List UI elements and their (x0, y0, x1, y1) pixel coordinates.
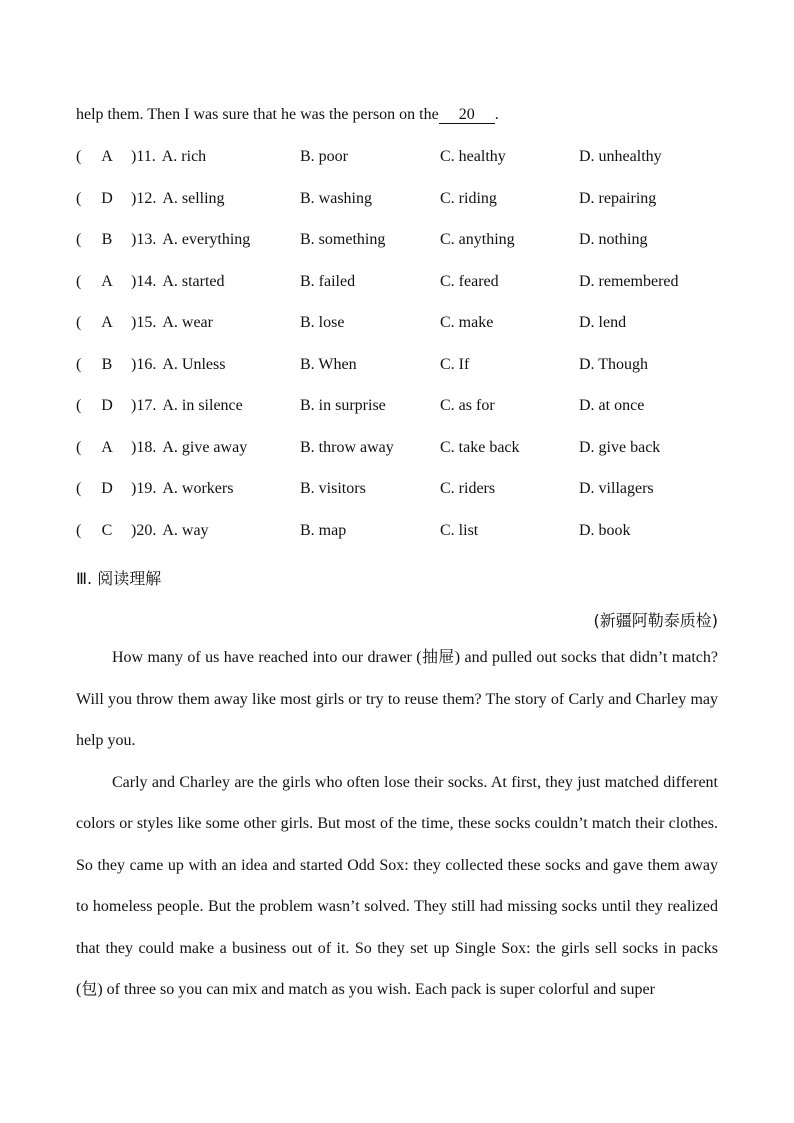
question-number-and-option-a: )20. A. way (131, 522, 209, 539)
option-c: C. feared (440, 273, 499, 290)
option-d: D. at once (579, 397, 645, 414)
option-a: A. selling (162, 190, 225, 207)
option-b: B. map (300, 522, 347, 539)
option-c: C. anything (440, 231, 515, 248)
option-d: D. Though (579, 356, 649, 373)
question-number-and-option-a: )18. A. give away (131, 439, 248, 456)
answer-letter: B (101, 356, 113, 373)
option-a: A. rich (161, 148, 207, 165)
answer-paren-open: ( (76, 480, 82, 497)
answer-paren-open: ( (76, 356, 82, 373)
option-a: A. everything (162, 231, 251, 248)
question-row (76, 356, 736, 378)
option-a: A. wear (162, 314, 213, 331)
option-b: B. something (300, 231, 386, 248)
option-a: A. way (162, 522, 209, 539)
intro-end: . (494, 106, 499, 123)
option-b: B. failed (300, 273, 356, 290)
answer-blank: 20 (439, 107, 495, 124)
option-b: B. visitors (300, 480, 366, 497)
option-d: D. repairing (579, 190, 657, 207)
option-d: D. remembered (579, 273, 679, 290)
option-c: C. riders (440, 480, 496, 497)
option-d: D. book (579, 522, 631, 539)
answer-paren-open: ( (76, 439, 82, 456)
question-number-and-option-a: )13. A. everything (131, 231, 251, 248)
question-number: 17 (136, 397, 153, 414)
option-d: D. unhealthy (579, 148, 662, 165)
option-b: B. lose (300, 314, 345, 331)
answer-paren-open: ( (76, 314, 82, 331)
question-number-and-option-a: )12. A. selling (131, 190, 225, 207)
option-c: C. make (440, 314, 494, 331)
option-c: C. riding (440, 190, 497, 207)
option-b: B. poor (300, 148, 348, 165)
option-c: C. If (440, 356, 470, 373)
question-row (76, 148, 736, 170)
question-number: 13 (136, 231, 153, 248)
option-c: C. as for (440, 397, 495, 414)
answer-letter: A (101, 314, 113, 331)
question-number: 16 (136, 356, 153, 373)
option-c: C. list (440, 522, 479, 539)
question-number: 18 (136, 439, 153, 456)
question-number: 19 (136, 480, 153, 497)
answer-letter: B (101, 231, 113, 248)
question-number-and-option-a: )16. A. Unless (131, 356, 226, 373)
passage-paragraph: How many of us have reached into our drawer (抽屉) and pulled out socks that didn’t match? Will you throw them away like most girls or try to reuse them? The story of Carly and Charley may help you. (76, 649, 718, 749)
question-number: 15 (136, 314, 153, 331)
option-c: C. take back (440, 439, 520, 456)
answer-paren-open: ( (76, 397, 82, 414)
question-row (76, 273, 736, 295)
option-b: B. When (300, 356, 357, 373)
option-d: D. nothing (579, 231, 648, 248)
question-row (76, 522, 736, 544)
passage-paragraph: Carly and Charley are the girls who often lose their socks. At first, they just matched different colors or styles like some other girls. But most of the time, these socks couldn’t match their clothes. So they came up with an idea and started Odd Sox: they collected these socks and gave them away to homeless people. But the problem wasn’t solved. They still had missing socks until they realized that they could make a business out of it. So they set up Single Sox: the girls sell socks in packs (包) of three so you can mix and match as you wish. Each pack is super colorful and super (76, 773, 718, 998)
section-title: Ⅲ. 阅读理解 (76, 569, 162, 588)
option-d: D. lend (579, 314, 627, 331)
answer-paren-open: ( (76, 231, 82, 248)
answer-letter: D (101, 397, 113, 414)
option-a: A. started (162, 273, 225, 290)
question-number-and-option-a: )11. A. rich (131, 148, 207, 165)
option-a: A. in silence (162, 397, 243, 414)
answer-paren-open: ( (76, 522, 82, 539)
option-d: D. villagers (579, 480, 654, 497)
answer-letter: D (101, 190, 113, 207)
question-row (76, 190, 736, 212)
option-a: A. Unless (162, 356, 226, 373)
question-number-and-option-a: )19. A. workers (131, 480, 234, 497)
question-number-and-option-a: )17. A. in silence (131, 397, 243, 414)
question-number: 12 (136, 190, 153, 207)
question-row (76, 397, 736, 419)
question-number: 14 (136, 273, 153, 290)
intro-text: help them. Then I was sure that he was the person on the (76, 106, 439, 123)
option-b: B. washing (300, 190, 372, 207)
question-number: 20 (136, 522, 153, 539)
question-row (76, 480, 736, 502)
question-number-and-option-a: )14. A. started (131, 273, 225, 290)
answer-letter: A (101, 148, 113, 165)
question-row (76, 231, 736, 253)
answer-letter: D (101, 480, 113, 497)
option-d: D. give back (579, 439, 661, 456)
answer-paren-open: ( (76, 273, 82, 290)
reading-passage (76, 637, 718, 1011)
question-number: 11 (136, 148, 152, 165)
answer-paren-open: ( (76, 190, 82, 207)
option-b: B. in surprise (300, 397, 386, 414)
option-a: A. workers (162, 480, 234, 497)
answer-letter: A (101, 273, 113, 290)
option-c: C. healthy (440, 148, 506, 165)
question-row (76, 314, 736, 336)
intro-line (76, 106, 499, 124)
answer-letter: C (101, 522, 113, 539)
answer-letter: A (101, 439, 113, 456)
option-a: A. give away (162, 439, 248, 456)
answer-paren-open: ( (76, 148, 82, 165)
question-row (76, 439, 736, 461)
question-number-and-option-a: )15. A. wear (131, 314, 213, 331)
source-note: (新疆阿勒泰质检) (593, 611, 718, 630)
option-b: B. throw away (300, 439, 394, 456)
